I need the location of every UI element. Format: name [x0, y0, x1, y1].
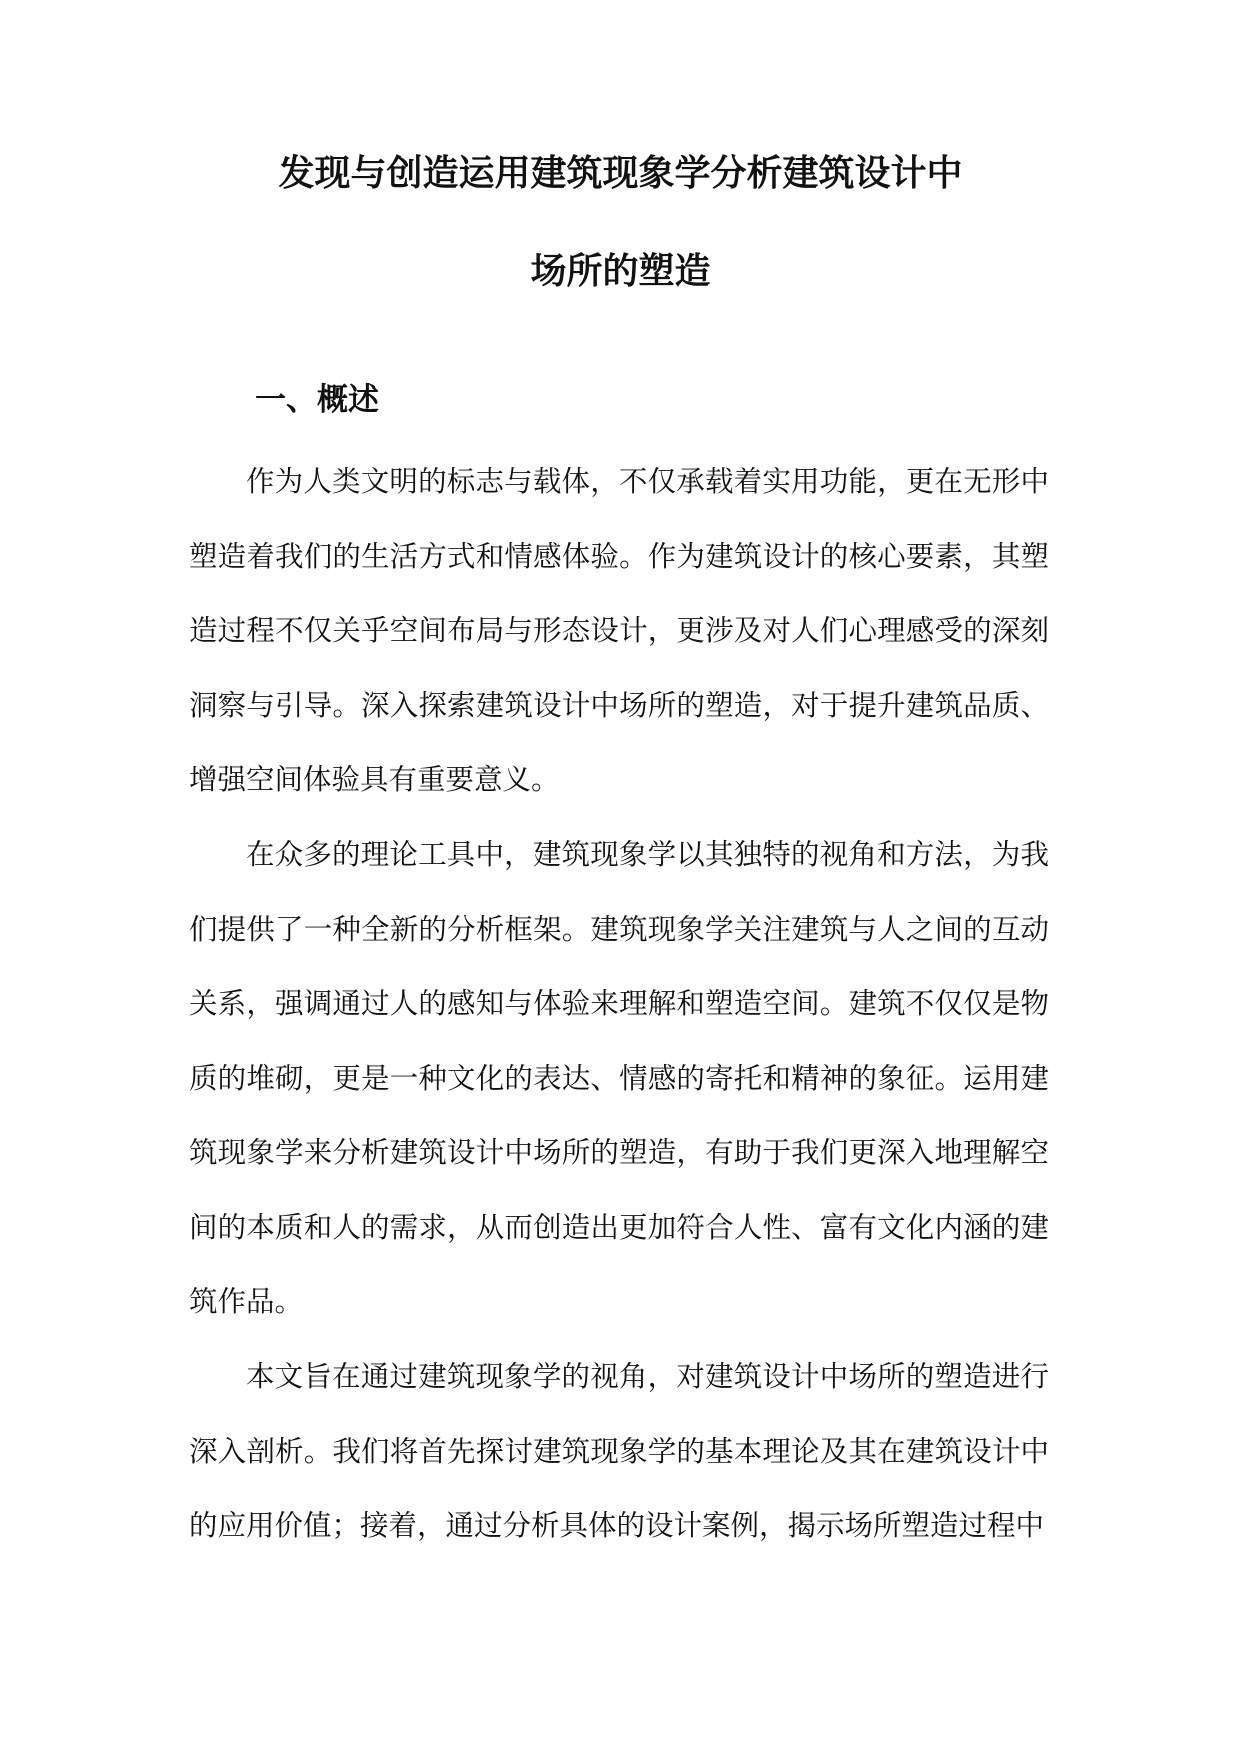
section-heading: 一、概述 — [255, 382, 379, 418]
document-title-line-1: 发现与创造运用建筑现象学分析建筑设计中 — [278, 153, 963, 194]
paragraph-2: 在众多的理论工具中，建筑现象学以其独特的视角和方法，为我们提供了一种全新的分析框架。建筑现象学关注建筑与人之间的互动关系，强调通过人的感知与体验来理解和塑造空间。建筑不仅仅是物质的堆砌，更是一种文化的表达、情感的寄托和精神的象征。运用建筑现象学来分析建筑设计中场所的塑造，有助于我们更深入地理解空间的本质和人的需求，从而创造出更加符合人性、富有文化内涵的建筑作品。 — [189, 838, 1049, 1318]
document-title-line-2: 场所的塑造 — [530, 251, 711, 292]
paragraph-3: 本文旨在通过建筑现象学的视角，对建筑设计中场所的塑造进行深入剖析。我们将首先探讨建筑现象学的基本理论及其在建筑设计中的应用价值；接着，通过分析具体的设计案例，揭示场所塑造过程中 — [189, 1360, 1049, 1542]
paragraph-1: 作为人类文明的标志与载体，不仅承载着实用功能，更在无形中塑造着我们的生活方式和情感体验。作为建筑设计的核心要素，其塑造过程不仅关乎空间布局与形态设计，更涉及对人们心理感受的深刻洞察与引导。深入探索建筑设计中场所的塑造，对于提升建筑品质、增强空间体验具有重要意义。 — [189, 465, 1049, 796]
